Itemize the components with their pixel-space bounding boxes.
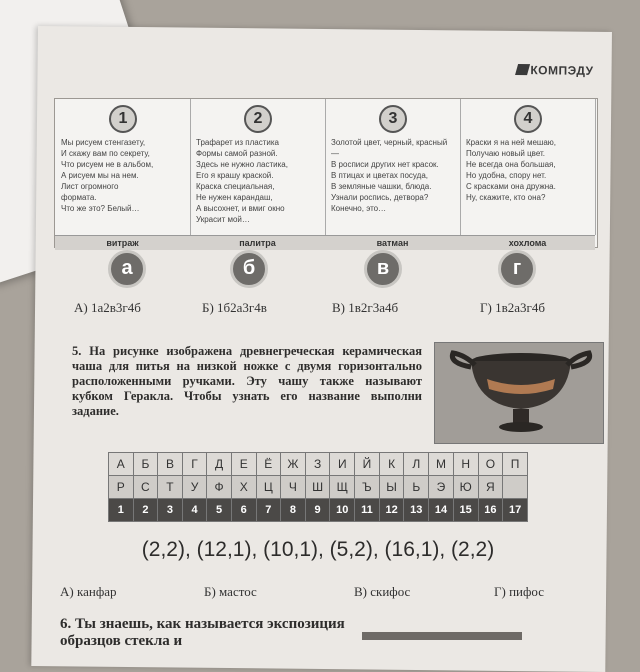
letter-cell: Ф [207, 476, 232, 499]
alphabet-row-2 [109, 476, 528, 499]
letter-cell: И [330, 453, 355, 476]
answer-option-g[interactable]: Г) 1в2а3г4б [480, 300, 545, 315]
letter-cell: Т [158, 476, 183, 499]
letter-cell [503, 476, 528, 499]
letter-cell: Р [109, 476, 134, 499]
letter-cell: П [503, 453, 528, 476]
letter-cell: С [133, 476, 158, 499]
publisher-logo [516, 63, 593, 78]
column-number: 10 [330, 499, 355, 522]
column-number: 7 [256, 499, 281, 522]
riddle-text: Золотой цвет, черный, красный — В росписи других нет красок. В птицах и цветах посуда, В земляные чашки, блюда. Узнали роспись, детвора? Конечно, это… [331, 138, 448, 213]
question-6-line-2: образцов стекла и [60, 633, 183, 649]
badge-g: г [498, 250, 536, 288]
question-6-line-1: 6. Ты знаешь, как называется экспозиция [60, 616, 345, 632]
letter-cell: Х [231, 476, 256, 499]
column-number: 13 [404, 499, 429, 522]
column-number: 12 [379, 499, 404, 522]
letter-cell: Ц [256, 476, 281, 499]
column-number: 9 [305, 499, 330, 522]
letter-cell: Ж [281, 453, 306, 476]
riddle-answer-labels [55, 235, 595, 250]
column-number: 2 [133, 499, 158, 522]
riddle-number: 3 [379, 105, 407, 133]
letter-cell: З [305, 453, 330, 476]
column-number: 15 [453, 499, 478, 522]
letter-cell: Ч [281, 476, 306, 499]
cipher-code: (2,2), (12,1), (10,1), (5,2), (16,1), (2,2) [141, 538, 495, 561]
riddle-column-4 [460, 99, 596, 235]
kylix-photo [434, 342, 604, 444]
letter-cell: Ю [453, 476, 478, 499]
letter-cell: Й [355, 453, 380, 476]
answer-option-a[interactable]: А) 1а2в3г4б [74, 300, 141, 315]
letter-cell: Г [182, 453, 207, 476]
letter-cell: Щ [330, 476, 355, 499]
column-number: 17 [503, 499, 528, 522]
logo-text: КОМПЭДУ [530, 63, 594, 78]
column-number: 4 [182, 499, 207, 522]
cipher-alphabet-table [108, 452, 528, 522]
letter-cell: Ш [305, 476, 330, 499]
letter-cell: Н [453, 453, 478, 476]
alphabet-row-1 [109, 453, 528, 476]
letter-cell: Ъ [355, 476, 380, 499]
label-vatman: ватман [376, 238, 409, 248]
letter-cell: М [429, 453, 454, 476]
question-5 [72, 344, 422, 419]
option-skifos[interactable]: В) скифос [354, 584, 411, 599]
riddle-number: 2 [244, 105, 272, 133]
letter-cell: А [109, 453, 134, 476]
letter-cell: Ы [379, 476, 404, 499]
option-mastos[interactable]: Б) мастос [204, 584, 257, 599]
alphabet-number-row [109, 499, 528, 522]
column-number: 8 [281, 499, 306, 522]
answer-option-v[interactable]: В) 1в2г3а4б [332, 300, 399, 315]
letter-cell: О [478, 453, 503, 476]
column-number: 3 [158, 499, 183, 522]
letter-cell: Б [133, 453, 158, 476]
option-pifos[interactable]: Г) пифос [494, 584, 545, 599]
column-number: 5 [207, 499, 232, 522]
question-text: На рисунке изображена древнегреческая керамическая чаша для питья на низкой ножке с двумя горизонтально расположенными ручками. Эту чашу также называют кубком Геракла. Чтобы узнать его название выполни задание. [72, 344, 422, 418]
riddles-table [54, 98, 598, 248]
badge-v: в [364, 250, 402, 288]
letter-cell: Д [207, 453, 232, 476]
question-number: 5. [72, 344, 82, 358]
riddle-column-2 [190, 99, 326, 235]
letter-cell: Ё [256, 453, 281, 476]
riddle-text: Краски я на ней мешаю, Получаю новый цвет. Не всегда она большая, Но удобна, спору нет. С красками она дружна. Ну, скажите, кто она? [466, 138, 556, 202]
riddle-number: 1 [109, 105, 137, 133]
letter-cell: Ь [404, 476, 429, 499]
letter-cell: Э [429, 476, 454, 499]
letter-cell: У [182, 476, 207, 499]
label-vitrazh: витраж [106, 238, 139, 248]
badge-a: а [108, 250, 146, 288]
kylix-illustration [435, 343, 603, 443]
logo-mark-icon [515, 64, 530, 75]
question-6-photo [362, 632, 522, 640]
riddle-text: Мы рисуем стенгазету, И скажу вам по секрету, Что рисуем не в альбом, А рисуем мы на нем. Лист огромного формата. Что же это? Белый… [61, 138, 154, 213]
column-number: 1 [109, 499, 134, 522]
letter-cell: В [158, 453, 183, 476]
letter-cell: Е [231, 453, 256, 476]
riddle-column-1 [55, 99, 191, 235]
label-khokhloma: хохлома [508, 238, 547, 248]
letter-cell: Л [404, 453, 429, 476]
column-number: 14 [429, 499, 454, 522]
badge-b: б [230, 250, 268, 288]
label-palitra: палитра [239, 238, 276, 248]
column-number: 6 [231, 499, 256, 522]
letter-cell: К [379, 453, 404, 476]
letter-cell: Я [478, 476, 503, 499]
riddle-text: Трафарет из пластика Формы самой разной. Здесь не нужно ластика, Его я крашу краской. Краска специальная, Не нужен карандаш, А высохнет, и вмиг окно Украсит мой… [196, 138, 288, 224]
column-number: 16 [478, 499, 503, 522]
answer-option-b[interactable]: Б) 1б2а3г4в [202, 300, 267, 315]
option-kanfar[interactable]: А) канфар [60, 584, 117, 599]
riddle-number: 4 [514, 105, 542, 133]
riddle-column-3 [325, 99, 461, 235]
column-number: 11 [355, 499, 380, 522]
